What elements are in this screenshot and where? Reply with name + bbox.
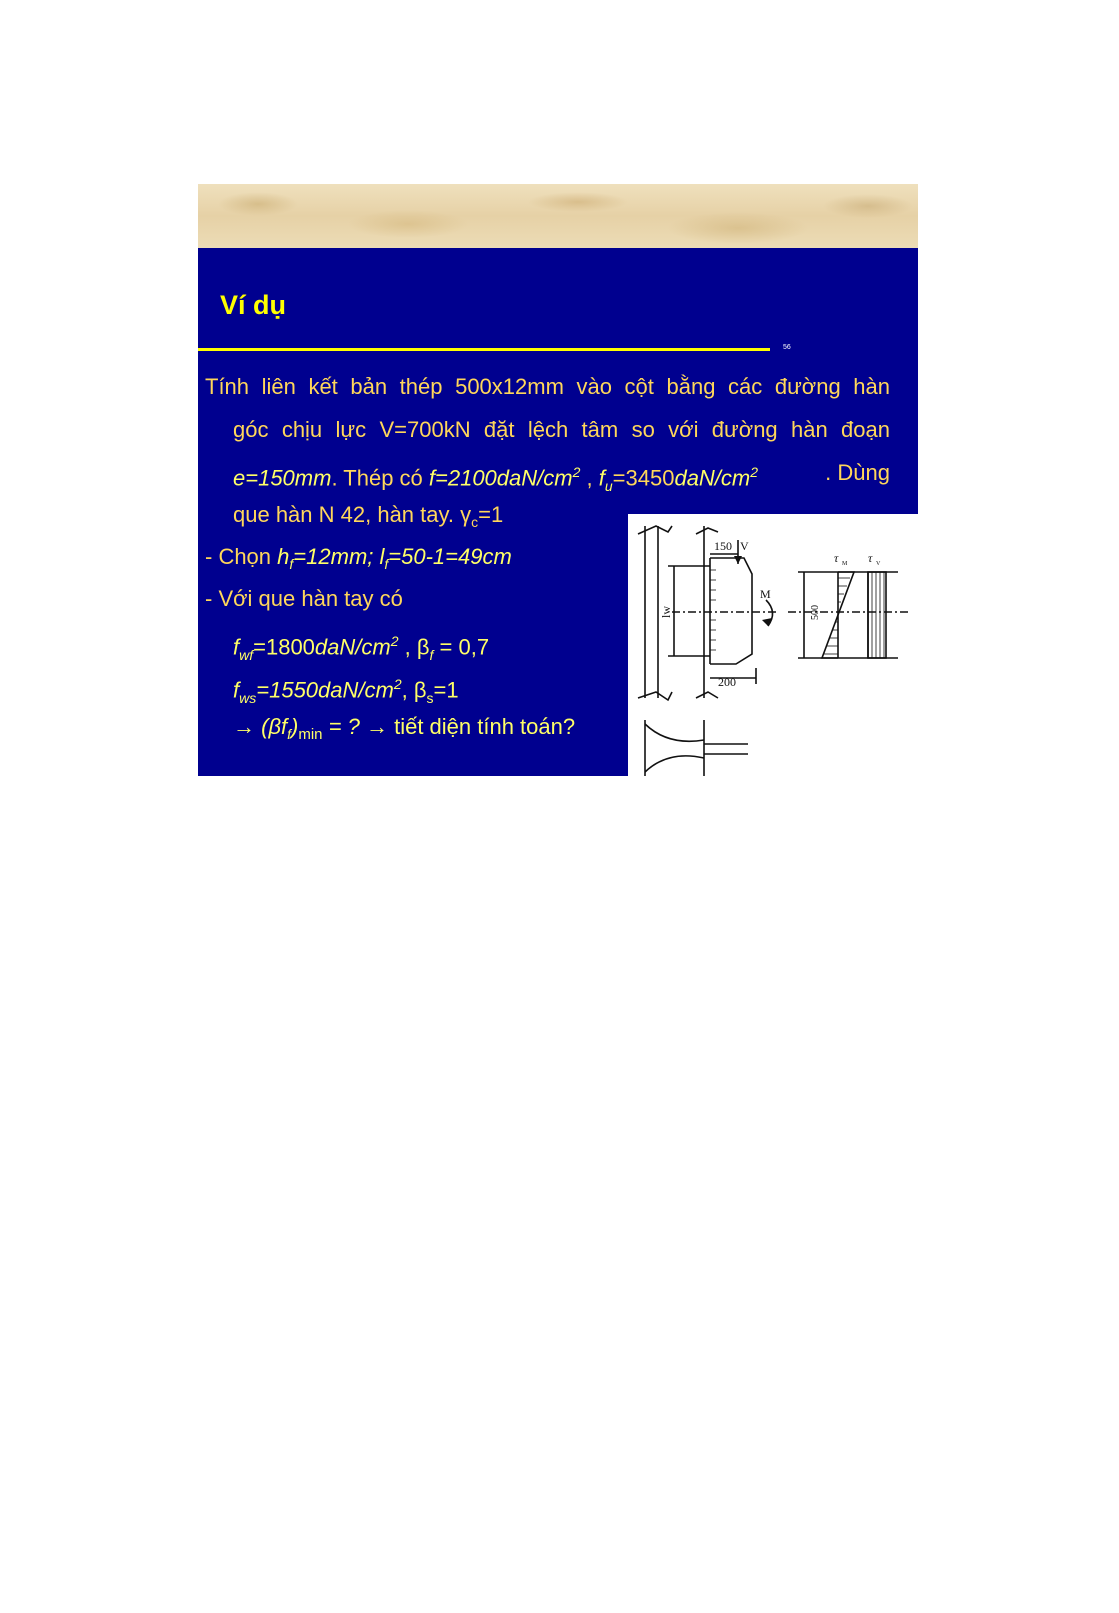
label-lw: lw — [659, 606, 673, 618]
label-tau-m: τ — [834, 551, 839, 565]
paragraph-line-2-text: góc chịu lực V=700kN đặt lệch tâm so với đường hàn đoạn — [233, 417, 890, 442]
label-200: 200 — [718, 675, 736, 689]
lf-value: =50-1=49cm — [388, 544, 512, 569]
lf-symbol: l — [379, 544, 385, 569]
f-value: f=2100daN/cm — [428, 465, 573, 491]
fws-symbol: f — [233, 677, 240, 703]
bullet-electrode-text: - Với que hàn tay có — [205, 586, 403, 611]
label-tau-m-sub: M — [842, 561, 848, 567]
slide-number: 56 — [783, 344, 791, 351]
break-mark-bottom-right — [696, 692, 718, 698]
hf-value: =12mm; — [293, 544, 380, 569]
paragraph-line-4 — [233, 502, 503, 532]
plate-outline — [710, 558, 752, 664]
label-m: M — [760, 587, 771, 601]
fws-value: =1550daN/cm — [256, 677, 394, 703]
question-text: tiết diện tính toán? — [394, 714, 576, 739]
fu-value: =3450 — [612, 465, 675, 491]
gamma-value: =1 — [478, 502, 504, 527]
beta-f-subscript: f — [429, 646, 434, 663]
break-mark-top-left — [638, 526, 672, 534]
dung-label: . Dùng — [825, 460, 890, 485]
beta-f-expr-close: ) — [291, 714, 299, 739]
sup-2: 2 — [750, 464, 759, 480]
section-web-top — [645, 724, 704, 741]
slide — [198, 184, 918, 776]
v-arrowhead — [734, 556, 742, 564]
gamma-subscript: c — [471, 514, 479, 531]
beta-s-symbol: , β — [401, 677, 427, 703]
tau-v-diagram — [868, 572, 886, 658]
min-subscript: min — [298, 726, 323, 744]
bullet-electrode — [205, 586, 403, 612]
sup-2: 2 — [390, 633, 399, 649]
paragraph-line-3 — [233, 460, 890, 496]
title-underline — [198, 348, 770, 351]
break-mark-bottom-left — [638, 692, 672, 700]
fu-symbol: f — [598, 465, 605, 491]
label-tau-v-sub: V — [876, 561, 881, 567]
fwf-value: =1800 — [253, 634, 315, 660]
section-web-bottom — [645, 756, 704, 772]
hf-symbol: h — [277, 544, 290, 569]
beta-s-subscript: s — [426, 689, 434, 706]
weld-diagram — [628, 514, 918, 776]
bullet-choose — [205, 544, 512, 574]
electrode-text: que hàn N 42, hàn tay. γ — [233, 502, 472, 527]
fu-unit: daN/cm — [674, 465, 751, 491]
fwf-line — [233, 629, 489, 665]
steel-label: . Thép có — [331, 465, 429, 491]
fws-line — [233, 672, 459, 708]
question-line — [233, 714, 575, 744]
paragraph-line-1 — [205, 374, 890, 400]
weld-connection-figure — [628, 514, 918, 776]
hf-subscript: f — [289, 556, 294, 573]
separator: , — [580, 465, 599, 491]
arrow-icon: → — [233, 714, 262, 739]
paragraph-line-1-text: Tính liên kết bản thép 500x12mm vào cột bằng các đường hàn — [205, 374, 890, 399]
label-500: 500 — [810, 605, 821, 620]
fws-subscript: ws — [239, 689, 257, 706]
question-mark: = ? — [322, 714, 366, 739]
beta-s-value: =1 — [433, 677, 459, 703]
beta-f-expr-sub: f — [287, 726, 292, 743]
break-mark-top-right — [696, 528, 718, 534]
fwf-symbol: f — [233, 634, 240, 660]
fu-subscript: u — [604, 477, 613, 494]
fwf-subscript: wf — [239, 646, 254, 663]
label-150: 150 — [714, 539, 732, 553]
beta-f-value: = 0,7 — [433, 634, 490, 660]
bullet-choose-prefix: - Chọn — [205, 544, 278, 569]
beta-f-expr: (βf — [261, 714, 288, 739]
paragraph-line-2 — [233, 417, 890, 443]
arrow-icon: → — [365, 714, 395, 739]
sup-2: 2 — [572, 464, 581, 480]
label-v: V — [740, 539, 749, 553]
lf-subscript: f — [384, 556, 389, 573]
fwf-unit: daN/cm — [314, 634, 391, 660]
slide-header-texture — [198, 184, 918, 248]
sup-2: 2 — [393, 676, 402, 692]
label-tau-v: τ — [868, 551, 873, 565]
slide-title: Ví dụ — [220, 290, 286, 320]
eccentricity: e=150mm — [233, 465, 332, 491]
beta-f-symbol: , β — [398, 634, 430, 660]
